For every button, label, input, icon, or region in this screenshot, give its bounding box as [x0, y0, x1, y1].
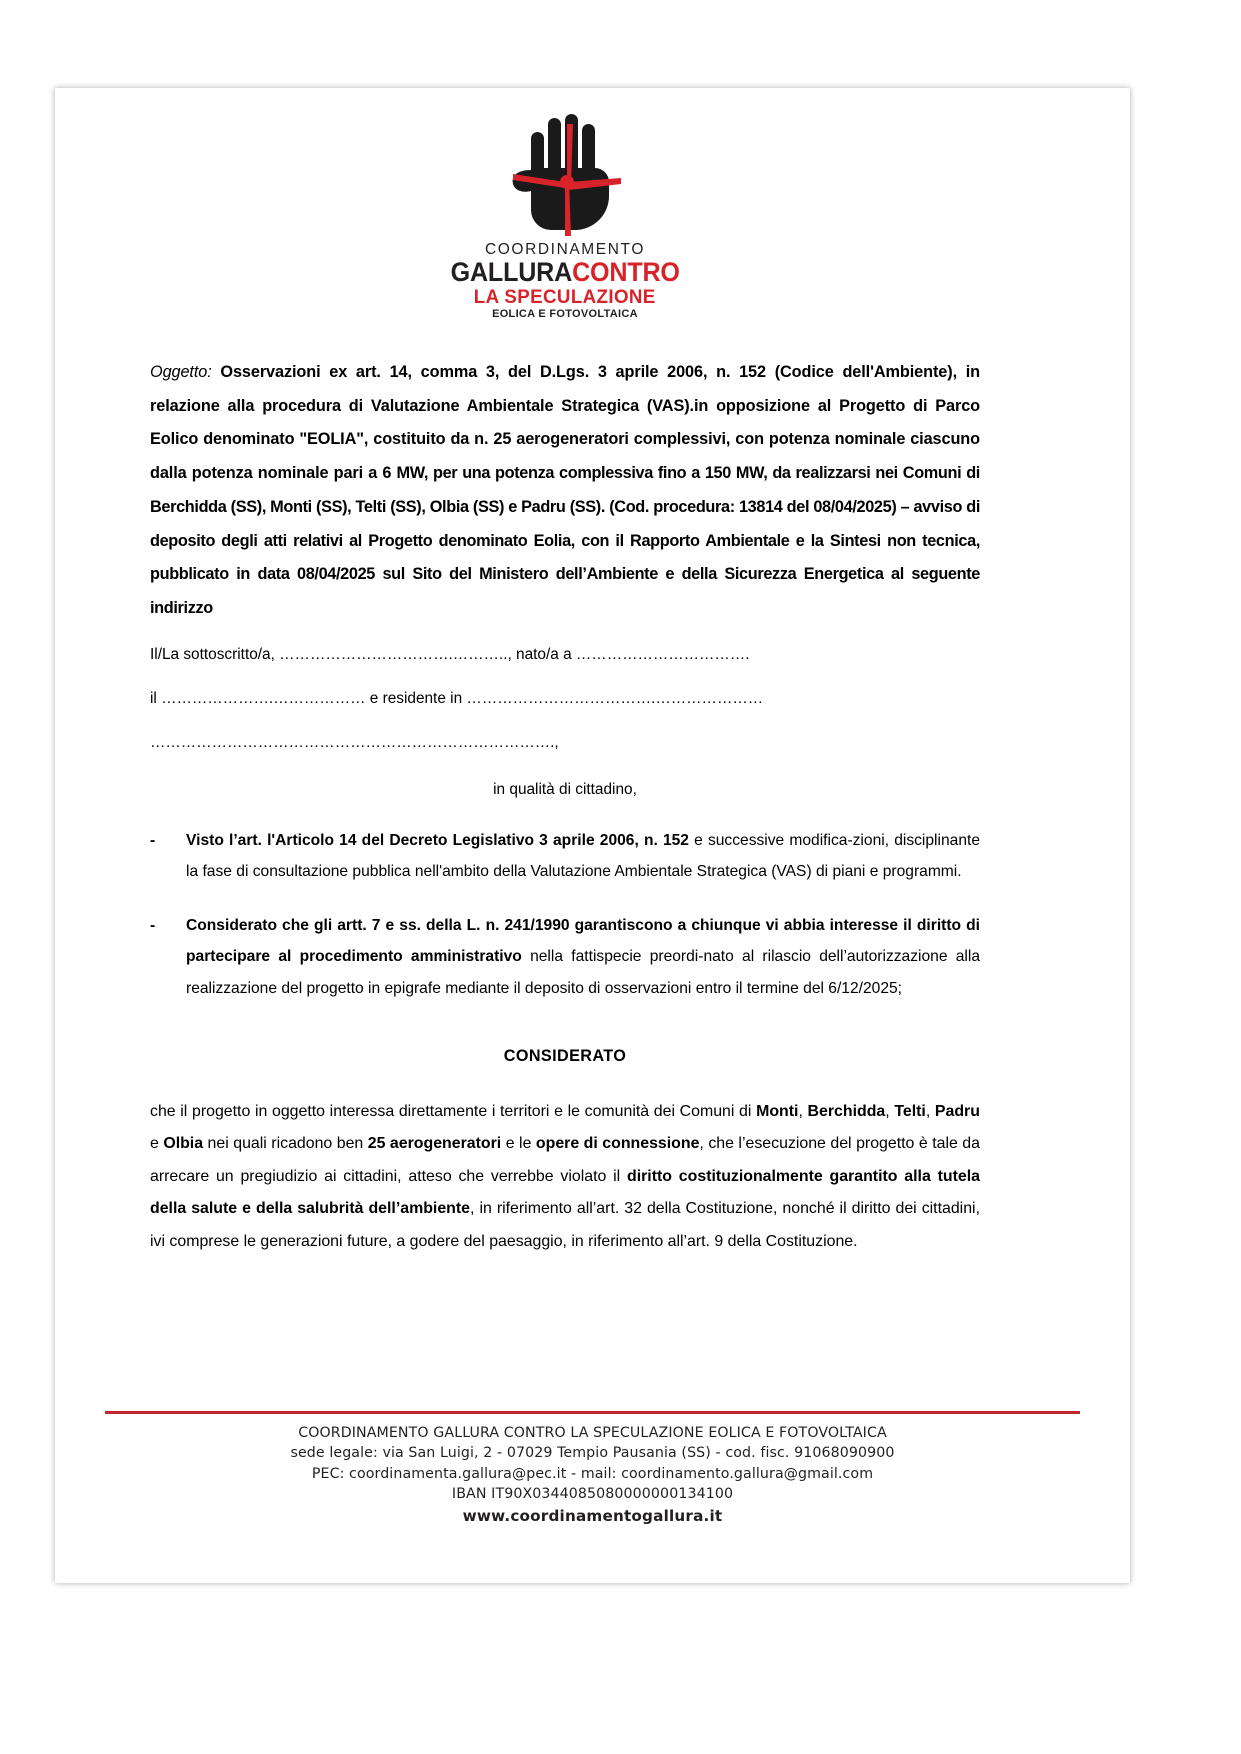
- closing-aerogeneratori: 25 aerogeneratori: [367, 1135, 502, 1153]
- closing-opere-connessione: opere di connessione: [535, 1135, 700, 1153]
- logo-word-gallura: GALLURA: [450, 256, 572, 287]
- closing-t6: nei quali ricadono ben: [203, 1135, 368, 1153]
- subject-body-part1: Osservazioni ex art. 14, comma 3, del D.Lgs. 3 aprile 2006, n. 152 (Codice dell'Ambiente), in relazione alla procedura di Valutazione Ambientale Strategica (VAS).in opposizione al Progetto di Parco Eolico denominato "EOLIA", costituito da n. 25 aerogeneratori complessivi, con potenza nominale ciascuno dalla potenza nominale pari a 6: [150, 363, 980, 483]
- field-indirizzo-continuazione[interactable]: …………………………………………………………………….,: [150, 733, 559, 751]
- logo-line-eolica-fotovoltaica: EOLICA E FOTOVOLTAICA: [492, 308, 638, 320]
- closing-comune-olbia: Olbia: [163, 1135, 204, 1153]
- list-item: [150, 825, 980, 888]
- footer-contacts: PEC: coordinamenta.gallura@pec.it - mail: coordinamento.gallura@gmail.com: [311, 1465, 874, 1482]
- logo-line-coordinamento: COORDINAMENTO: [484, 241, 645, 258]
- hand-with-wind-turbine-icon: [501, 110, 629, 240]
- closing-t2: ,: [798, 1102, 808, 1120]
- bullet-text: [186, 825, 980, 888]
- page-content: [150, 88, 980, 1259]
- footer-iban: IBAN IT90X0344085080000000134100: [451, 1486, 734, 1503]
- closing-paragraph: [150, 1096, 980, 1259]
- closing-t8: , che l’esecuzione del progetto è tale da arrecare un pregiudizio ai cittadini, atteso che verrebbe violato il: [150, 1135, 980, 1185]
- bullet-text: [186, 910, 980, 1005]
- footer-address: sede legale: via San Luigi, 2 - 07029 Tempio Pausania (SS) - cod. fisc. 91068090900: [290, 1445, 895, 1462]
- bullet-bold-part: Visto l’art. l'Articolo 14 del Decreto Legislativo 3 aprile 2006, n. 152: [186, 831, 689, 849]
- logo-wordmark: [442, 242, 688, 320]
- list-item: [150, 910, 980, 1005]
- logo-line-gallura-contro: [450, 256, 680, 287]
- footer-org-name: COORDINAMENTO GALLURA CONTRO LA SPECULAZIONE EOLICA E FOTOVOLTAICA: [298, 1424, 887, 1441]
- bullet-rest-part: e successive modifica-zioni, disciplinante la fase di consultazione pubblica nell'ambito della Valutazione Ambientale Strategica (VAS) di piani e programmi.: [186, 831, 981, 881]
- closing-comune-telti: Telti: [894, 1102, 926, 1120]
- premise-list: [150, 825, 980, 1005]
- logo-line-speculazione: LA SPECULAZIONE: [474, 285, 656, 308]
- footer-website[interactable]: www.coordinamentogallura.it: [462, 1507, 723, 1525]
- bullet-marker: -: [150, 831, 156, 849]
- logo-word-contro: CONTRO: [571, 256, 680, 287]
- closing-comune-padru: Padru: [934, 1102, 980, 1120]
- closing-t9: , in riferimento all’art. 32 della Costituzione, nonché il diritto dei cittadini, ivi comprese le generazioni future, a godere del paesaggio, in riferimento all’art. 9 della Costituzione.: [150, 1200, 980, 1251]
- closing-t1: che il progetto in oggetto interessa direttamente i territori e le comunità dei Comuni di: [150, 1102, 757, 1120]
- field-data-residenza[interactable]: il ………………….……………… e residente in ……………………………….…………………: [150, 689, 764, 707]
- organization-logo: [150, 88, 980, 320]
- closing-t4: ,: [925, 1102, 935, 1120]
- closing-comune-monti: Monti: [756, 1102, 799, 1120]
- considerato-heading: CONSIDERATO: [503, 1046, 627, 1065]
- bullet-rest-part: nella fattispecie preordi-nato al rilascio dell’autorizzazione alla realizzazione del progetto in epigrafe mediante il deposito di osservazioni entro il termine del 6/12/2025;: [186, 948, 981, 998]
- page-footer: [105, 1411, 1080, 1525]
- subject-body-part2: MW, per una potenza complessiva fino a 150 MW, da realizzarsi nei Comuni di Berchidda (SS), Monti (SS), Telti (SS), Olbia (SS) e Padru (SS). (Cod. procedura: 13814 del 08/04/2025) – avviso di deposito degli atti relativi al Progetto denominato Eolia, con il Rapporto Ambientale e la Sintesi non tecnica, pubblicato in data 08/04/2025 sul Sito del Ministero dell’Ambiente e della Sicurezza Energetica al seguente indirizzo: [150, 464, 980, 618]
- bullet-bold-part: Considerato che gli artt. 7 e ss. della L. n. 241/1990 garantiscono a chiunque vi abbia interesse il diritto di partecipare al procedimento amministrativo: [186, 916, 980, 966]
- document-page: [55, 88, 1130, 1583]
- footer-divider: [105, 1411, 1080, 1414]
- field-sottoscritto-nato[interactable]: Il/La sottoscritto/a, …………………………….……….., nato/a a …………………………….: [150, 645, 750, 663]
- qualifica-line: in qualità di cittadino,: [493, 780, 637, 798]
- closing-diritto-salute: diritto costituzionalmente garantito alla tutela della salute e della salubrità dell’ambiente: [150, 1167, 980, 1218]
- subject-paragraph: [150, 356, 980, 626]
- subject-label: Oggetto:: [150, 363, 212, 381]
- closing-t5: e: [150, 1135, 164, 1153]
- closing-t7: e le: [501, 1135, 536, 1153]
- closing-comune-berchidda: Berchidda: [807, 1102, 886, 1120]
- bullet-marker: -: [150, 916, 156, 934]
- closing-t3: ,: [885, 1102, 895, 1120]
